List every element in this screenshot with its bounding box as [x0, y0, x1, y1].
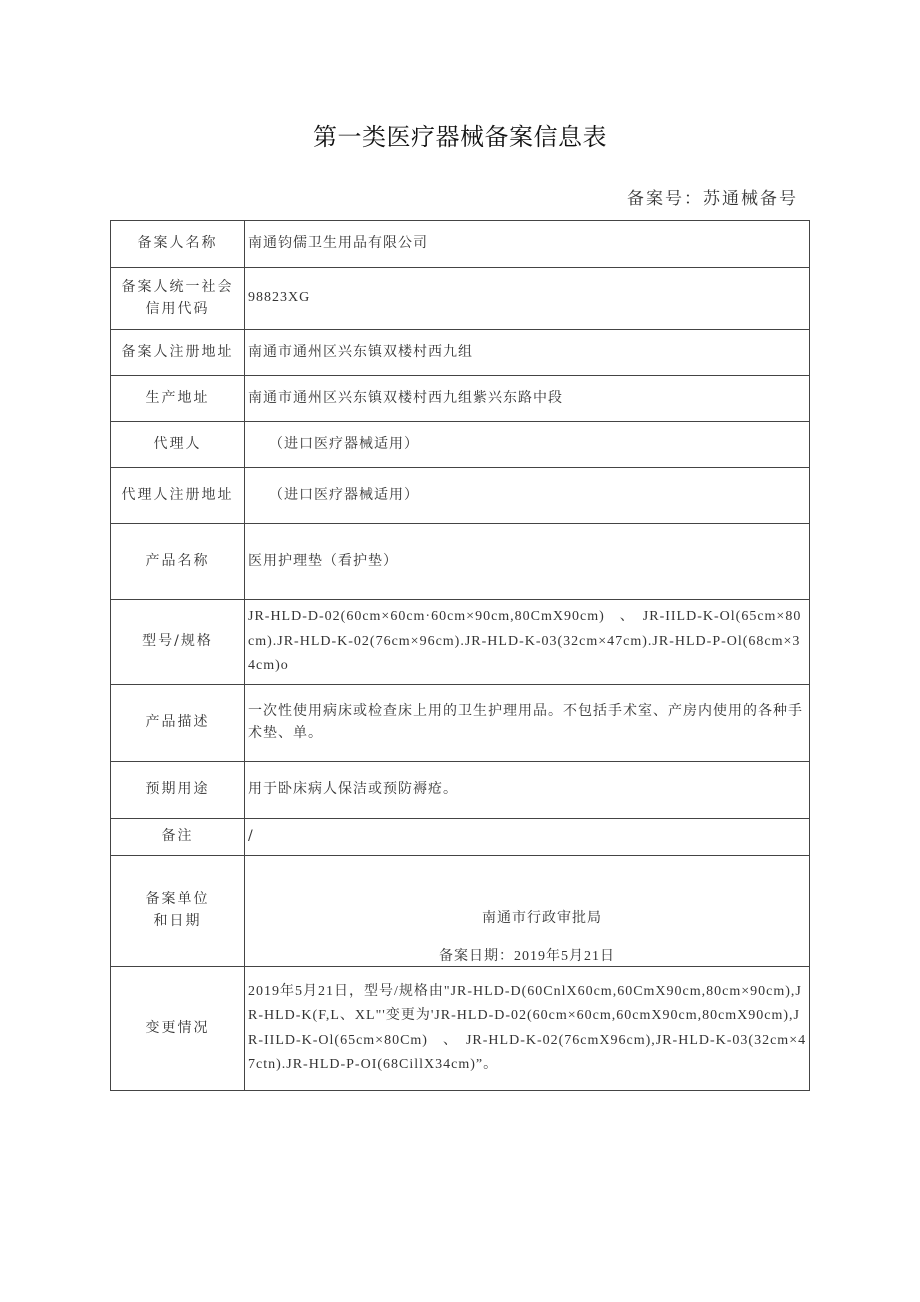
table-row [111, 376, 810, 422]
row-value-registered-address: 南通市通州区兴东镇双楼村西九组 [245, 330, 810, 376]
row-value-production-address: 南通市通州区兴东镇双楼村西九组紫兴东路中段 [245, 376, 810, 422]
row-value-credit-code: 98823XG [245, 268, 810, 330]
table-row [111, 600, 810, 685]
table-row [111, 762, 810, 819]
table-row [111, 330, 810, 376]
row-value-remarks: / [245, 819, 810, 856]
row-value-model-spec: JR-HLD-D-02(60cm×60cm·60cm×90cm,80CmX90cm) 、 JR-IILD-K-Ol(65cm×80cm).JR-HLD-K-02(76cm×96cm).JR-HLD-K-03(32cm×47cm).JR-HLD-P-Ol(68cm×34cm)o [245, 600, 810, 685]
row-label-credit-code [111, 268, 245, 330]
row-label-change-history: 变更情况 [111, 967, 245, 1091]
row-label-filer-name: 备案人名称 [111, 221, 245, 268]
table-row [111, 268, 810, 330]
table-row [111, 967, 810, 1091]
table-row [111, 422, 810, 468]
row-label-intended-use: 预期用途 [111, 762, 245, 819]
row-value-product-name: 医用护理垫（看护垫） [245, 524, 810, 600]
row-label-filing-unit-line-1: 备案单位 [145, 891, 210, 908]
row-label-production-address: 生产地址 [111, 376, 245, 422]
row-label-agent-address: 代理人注册地址 [111, 468, 245, 524]
table-row [111, 468, 810, 524]
row-value-change-history: 2019年5月21日，型号/规格由"JR-HLD-D(60CnlX60cm,60CmX90cm,80cm×90cm),JR-HLD-K(F,L、XL"'变更为'JR-HLD-D-02(60cm×60cm,60cmX90cm,80cmX90cm),JR-IILD-K-Ol(65cm×80Cm) 、 JR-HLD-K-02(76cmX96cm),JR-HLD-K-03(32cm×47ctn).JR-HLD-P-OI(68CillX34cm)”。 [245, 967, 810, 1091]
row-value-product-description: 一次性使用病床或检查床上用的卫生护理用品。不包括手术室、产房内使用的各种手术垫、单。 [245, 685, 810, 762]
table-row [111, 819, 810, 856]
row-label-credit-code-line-1: 备案人统一社会 [121, 278, 234, 295]
row-value-agent: （进口医疗器械适用） [245, 422, 810, 468]
row-value-agent-address: （进口医疗器械适用） [245, 468, 810, 524]
row-value-filer-name: 南通钧儒卫生用品有限公司 [245, 221, 810, 268]
row-label-product-name: 产品名称 [111, 524, 245, 600]
table-row [111, 221, 810, 268]
table-row [111, 856, 810, 967]
row-label-model-spec: 型号/规格 [111, 600, 245, 685]
table-row [111, 524, 810, 600]
record-number: 备案号：苏通械备号 [627, 189, 798, 209]
filing-date: 备案日期：2019年5月21日 [439, 949, 615, 964]
row-label-credit-code-line-2: 信用代码 [145, 300, 210, 317]
registration-info-table [110, 220, 810, 1091]
row-label-product-description: 产品描述 [111, 685, 245, 762]
row-label-remarks: 备注 [111, 819, 245, 856]
approval-authority: 南通市行政审批局 [482, 910, 602, 926]
row-label-filing-unit-date [111, 856, 245, 967]
table-row [111, 685, 810, 762]
row-label-registered-address: 备案人注册地址 [111, 330, 245, 376]
row-value-filing-unit-date [245, 856, 810, 967]
document-title: 第一类医疗器械备案信息表 [313, 123, 607, 151]
row-label-agent: 代理人 [111, 422, 245, 468]
row-label-filing-unit-line-2: 和日期 [153, 913, 202, 929]
row-value-intended-use: 用于卧床病人保洁或预防褥疮。 [245, 762, 810, 819]
